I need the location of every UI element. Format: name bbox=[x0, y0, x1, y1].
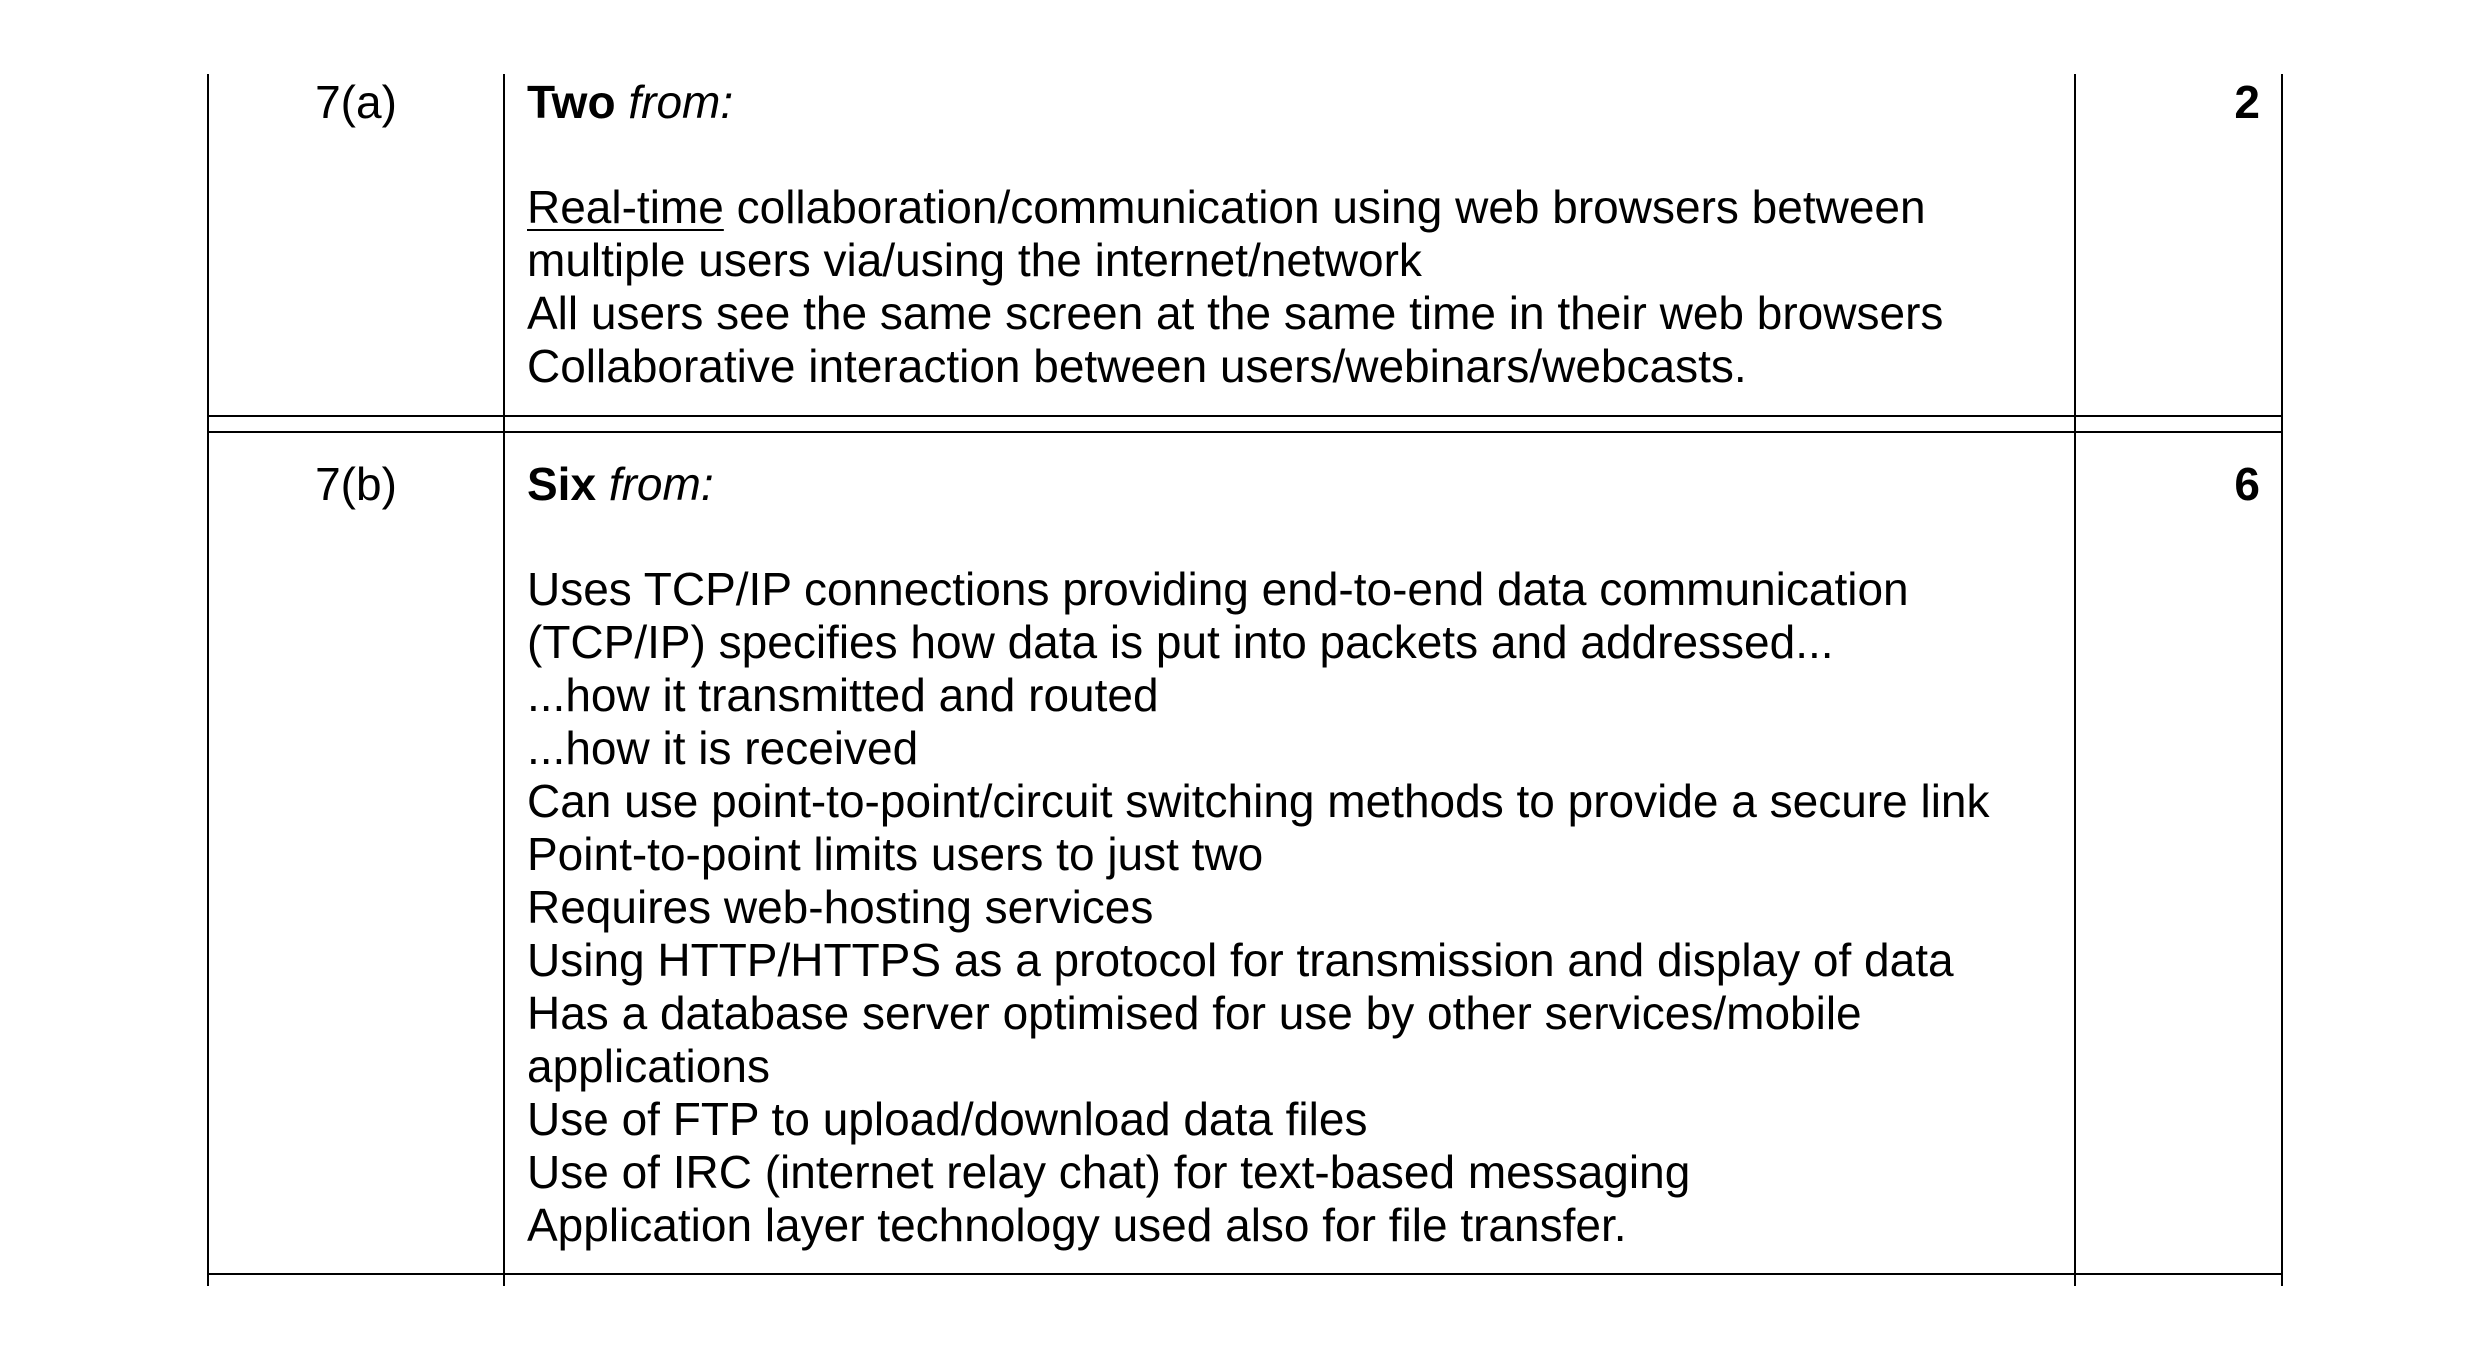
question-number: 7(b) bbox=[315, 458, 397, 510]
answer-line: Requires web-hosting services bbox=[527, 881, 1154, 933]
answer-line: (TCP/IP) specifies how data is put into packets and addressed... bbox=[527, 616, 1834, 668]
table-divider-question bbox=[503, 74, 505, 1286]
table-divider-marks bbox=[2074, 74, 2076, 1286]
answer-count: Six bbox=[527, 458, 597, 510]
answer-line bbox=[527, 181, 1943, 234]
answer-line: Has a database server optimised for use by other services/mobile bbox=[527, 987, 1862, 1039]
table-border-left bbox=[207, 74, 209, 1286]
answer-line: Can use point-to-point/circuit switching methods to provide a secure link bbox=[527, 775, 1990, 827]
answer-line: multiple users via/using the internet/network bbox=[527, 234, 1422, 286]
answer-line-rest: collaboration/communication using web browsers between bbox=[723, 181, 1926, 233]
answer-line: Application layer technology used also for file transfer. bbox=[527, 1199, 1627, 1251]
answer-line: ...how it transmitted and routed bbox=[527, 669, 1159, 721]
answer-from: from: bbox=[608, 458, 714, 510]
answer-underlined-term: Real-time bbox=[527, 181, 724, 233]
mark-value: 6 bbox=[2234, 458, 2260, 510]
answer-list bbox=[527, 181, 1943, 393]
question-number: 7(a) bbox=[315, 76, 397, 128]
answer-line: ...how it is received bbox=[527, 722, 919, 774]
answer-line: Use of IRC (internet relay chat) for text-based messaging bbox=[527, 1146, 1691, 1198]
answer-lead bbox=[527, 76, 733, 129]
answer-count: Two bbox=[527, 76, 616, 128]
answer-line: Point-to-point limits users to just two bbox=[527, 828, 1264, 880]
answer-from: from: bbox=[628, 76, 734, 128]
answer-lead bbox=[527, 458, 714, 511]
answer-line: Using HTTP/HTTPS as a protocol for transmission and display of data bbox=[527, 934, 1954, 986]
table-border-right bbox=[2281, 74, 2283, 1286]
row-separator-top bbox=[207, 415, 2283, 417]
answer-line: Uses TCP/IP connections providing end-to-end data communication bbox=[527, 563, 1909, 615]
answer-list bbox=[527, 563, 1990, 1252]
answer-line: Collaborative interaction between users/webinars/webcasts. bbox=[527, 340, 1747, 392]
table-border-bottom bbox=[207, 1273, 2283, 1275]
answer-line: All users see the same screen at the same time in their web browsers bbox=[527, 287, 1944, 339]
answer-line: applications bbox=[527, 1040, 770, 1092]
row-separator-bottom bbox=[207, 431, 2283, 433]
mark-value: 2 bbox=[2234, 76, 2260, 128]
answer-line: Use of FTP to upload/download data files bbox=[527, 1093, 1368, 1145]
